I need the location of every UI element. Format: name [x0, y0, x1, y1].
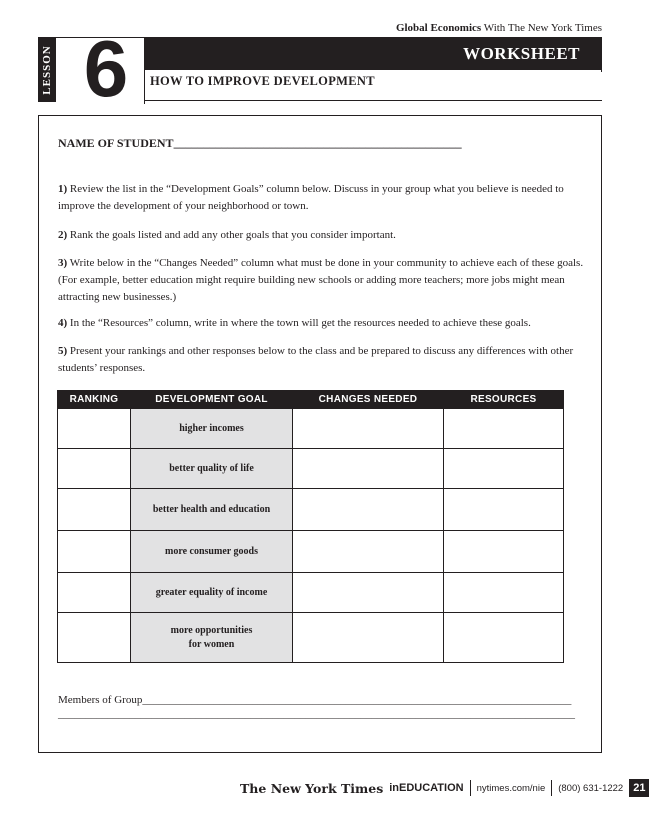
goal-cell: better quality of life — [131, 449, 293, 489]
changes-cell[interactable] — [293, 449, 444, 489]
development-goal-header: DEVELOPMENT GOAL — [131, 391, 293, 409]
instruction-text: Write below in the “Changes Needed” column what must be done in your community to achieve each of these goals. (For example, better education might require building new schools or adding more teachers; more jobs might mean attracting new businesses.) — [58, 257, 584, 303]
lesson-tab — [38, 38, 56, 102]
ranking-cell[interactable] — [58, 573, 131, 613]
resources-cell[interactable] — [444, 489, 564, 531]
resources-header: RESOURCES — [444, 391, 564, 409]
goal-cell: higher incomes — [131, 409, 293, 449]
table-row — [58, 449, 564, 489]
in-education-label: inEDUCATION — [389, 782, 464, 794]
instruction-1 — [58, 181, 588, 215]
goal-cell: better health and education — [131, 489, 293, 531]
footer-separator — [551, 780, 552, 796]
table-row — [58, 613, 564, 663]
members-continuation-line[interactable]: ______________________________________________________________________________________________ — [58, 708, 575, 720]
ranking-cell[interactable] — [58, 409, 131, 449]
resources-cell[interactable] — [444, 449, 564, 489]
footer-url[interactable]: nytimes.com/nie — [476, 782, 546, 794]
worksheet-bar — [144, 38, 602, 70]
resources-cell[interactable] — [444, 613, 564, 663]
lesson-label: LESSON — [41, 45, 53, 95]
nyt-logo: The New York Times — [240, 780, 384, 796]
instruction-text: Rank the goals listed and add any other goals that you consider important. — [67, 229, 396, 241]
instruction-number: 5) — [58, 345, 68, 357]
resources-cell[interactable] — [444, 531, 564, 573]
ranking-cell[interactable] — [58, 449, 131, 489]
instruction-number: 1) — [58, 183, 68, 195]
instruction-number: 3) — [58, 257, 68, 269]
instruction-4 — [58, 315, 588, 332]
instruction-number: 4) — [58, 317, 68, 329]
instruction-2 — [58, 227, 588, 244]
page-footer — [240, 778, 649, 798]
ranking-cell[interactable] — [58, 613, 131, 663]
resources-cell[interactable] — [444, 573, 564, 613]
goal-cell: greater equality of income — [131, 573, 293, 613]
instruction-text: Review the list in the “Development Goals” column below. Discuss in your group what you believe is needed to improve the development of your neighborhood or town. — [58, 183, 564, 212]
worksheet-label: WORKSHEET — [463, 44, 580, 63]
table-row — [58, 531, 564, 573]
ranking-cell[interactable] — [58, 531, 131, 573]
table-header-row — [58, 391, 564, 409]
goal-cell: more consumer goods — [131, 531, 293, 573]
changes-cell[interactable] — [293, 613, 444, 663]
instruction-text: In the “Resources” column, write in where the town will get the resources needed to achieve these goals. — [67, 317, 531, 329]
table-row — [58, 409, 564, 449]
instruction-5 — [58, 343, 588, 377]
changes-cell[interactable] — [293, 409, 444, 449]
development-goals-table — [57, 390, 564, 663]
series-title-bold: Global Economics — [395, 22, 482, 34]
page-number: 21 — [629, 779, 649, 797]
lesson-number: 6 — [83, 24, 129, 113]
series-title-rest: With The New York Times — [481, 22, 602, 34]
series-title — [396, 22, 602, 34]
lesson-subtitle: HOW TO IMPROVE DEVELOPMENT — [150, 74, 375, 88]
instruction-number: 2) — [58, 229, 68, 241]
table-row — [58, 489, 564, 531]
table-row — [58, 573, 564, 613]
ranking-cell[interactable] — [58, 489, 131, 531]
goal-cell: more opportunities for women — [131, 613, 293, 663]
instruction-3 — [58, 255, 588, 306]
footer-phone: (800) 631-1222 — [558, 782, 624, 794]
subtitle-rule — [144, 100, 602, 101]
changes-cell[interactable] — [293, 489, 444, 531]
changes-needed-header: CHANGES NEEDED — [293, 391, 444, 409]
changes-cell[interactable] — [293, 531, 444, 573]
instruction-text: Present your rankings and other responses below to the class and be prepared to discuss any differences with other students’ responses. — [58, 345, 574, 374]
ranking-header: RANKING — [58, 391, 131, 409]
resources-cell[interactable] — [444, 409, 564, 449]
footer-separator — [470, 780, 471, 796]
members-of-group-field[interactable]: Members of Group______________________________________________________________________________ — [58, 694, 572, 706]
changes-cell[interactable] — [293, 573, 444, 613]
student-name-field[interactable]: NAME OF STUDENT________________________________________________ — [58, 136, 462, 150]
